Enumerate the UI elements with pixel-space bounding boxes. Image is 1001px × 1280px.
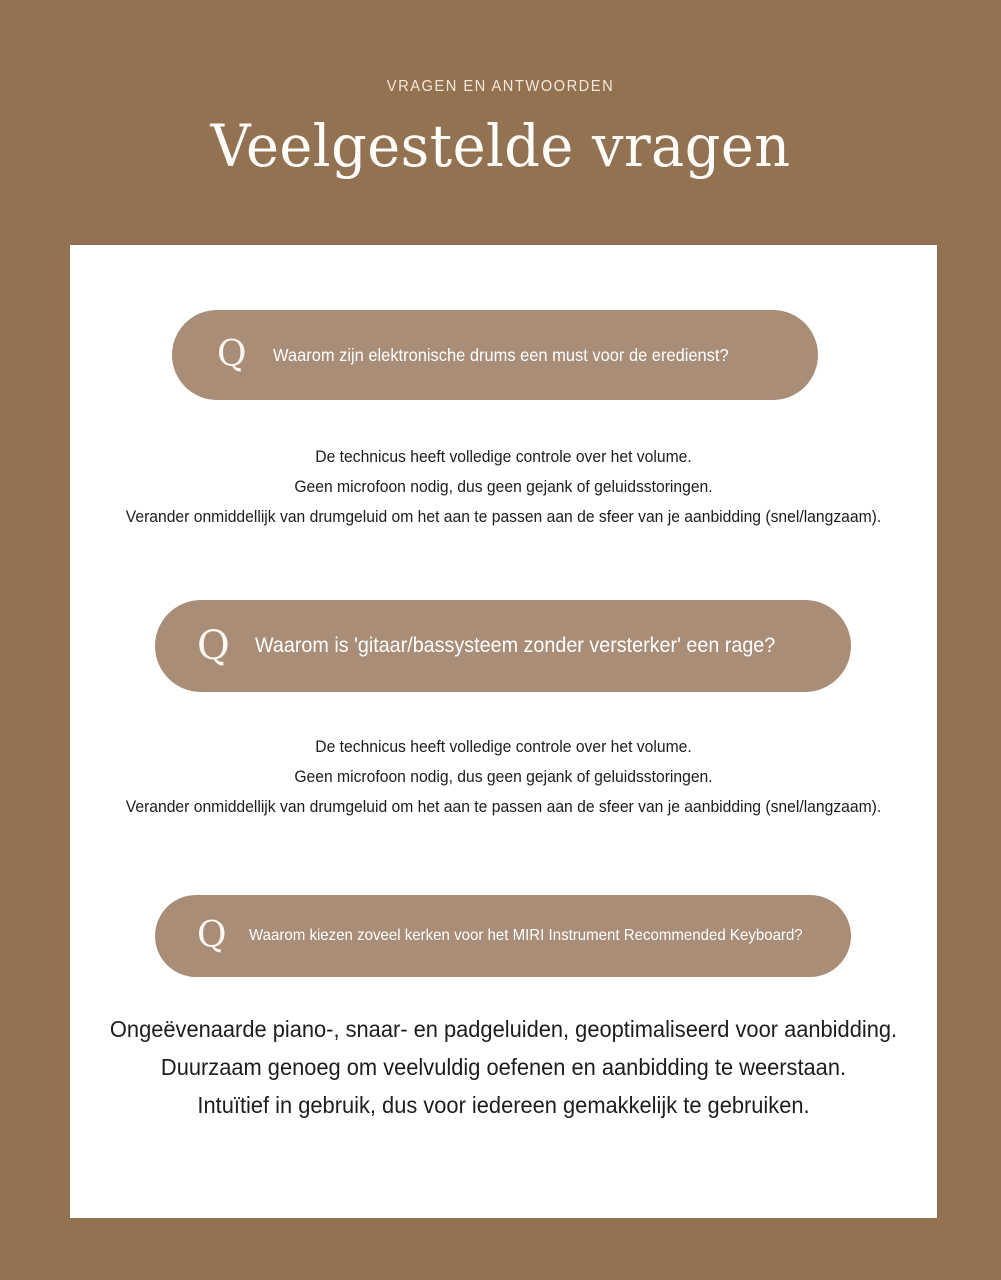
- page-title: Veelgestelde vragen: [210, 112, 791, 180]
- page-header: [0, 0, 1001, 180]
- question-marker-icon: Q: [217, 334, 247, 375]
- answer-line: Verander onmiddellijk van drumgeluid om het aan te passen aan de sfeer van je aanbidding (snel/langzaam).: [125, 798, 882, 816]
- answer-block-1: [70, 442, 937, 532]
- question-pill-2[interactable]: [155, 600, 851, 692]
- answer-line: Geen microfoon nodig, dus geen gejank of geluidsstoringen.: [294, 768, 713, 786]
- question-text-2: Waarom is 'gitaar/bassysteem zonder versterker' een rage?: [254, 634, 776, 657]
- question-pill-3[interactable]: [155, 895, 851, 977]
- question-text-3: Waarom kiezen zoveel kerken voor het MIRI Instrument Recommended Keyboard?: [248, 927, 803, 944]
- answer-line: Intuïtief in gebruik, dus voor iedereen gemakkelijk te gebruiken.: [197, 1092, 810, 1118]
- answer-line: De technicus heeft volledige controle over het volume.: [315, 448, 692, 466]
- question-marker-icon: Q: [197, 915, 227, 956]
- answer-line: De technicus heeft volledige controle over het volume.: [315, 738, 692, 756]
- answer-line: Duurzaam genoeg om veelvuldig oefenen en aanbidding te weerstaan.: [160, 1054, 847, 1080]
- eyebrow-label: VRAGEN EN ANTWOORDEN: [386, 78, 615, 95]
- question-marker-icon: Q: [197, 623, 230, 669]
- faq-card: [70, 245, 937, 1218]
- answer-line: Ongeëvenaarde piano-, snaar- en padgeluiden, geoptimaliseerd voor aanbidding.: [109, 1016, 898, 1042]
- question-text-1: Waarom zijn elektronische drums een must voor de eredienst?: [272, 344, 729, 365]
- answer-block-2: [70, 732, 937, 822]
- answer-line: Geen microfoon nodig, dus geen gejank of geluidsstoringen.: [294, 478, 713, 496]
- answer-line: Verander onmiddellijk van drumgeluid om het aan te passen aan de sfeer van je aanbidding (snel/langzaam).: [125, 508, 882, 526]
- answer-block-3: [70, 1010, 937, 1124]
- question-pill-1[interactable]: [172, 310, 818, 400]
